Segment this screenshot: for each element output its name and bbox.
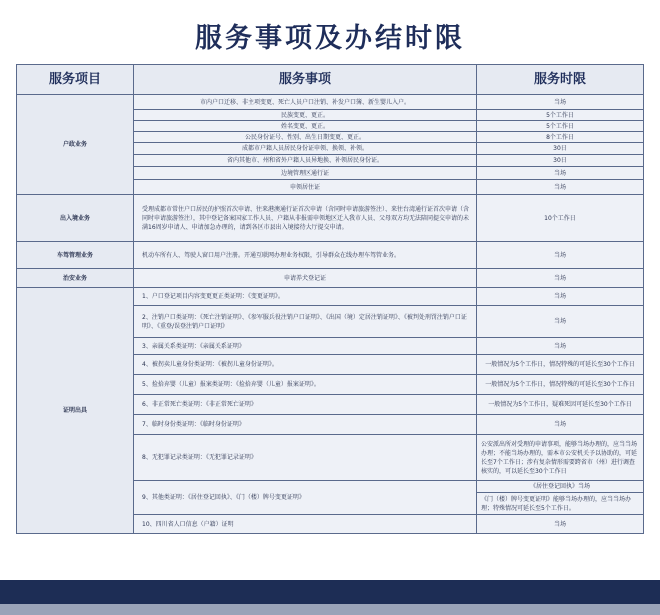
row-item: 3、亲属关系类证明：《亲属关系证明》 [134, 338, 477, 355]
row-item: 姓名变更、更正。 [134, 121, 477, 132]
header-category: 服务项目 [17, 65, 134, 95]
row-time: 当场 [477, 338, 644, 355]
row-item: 申请养犬登记证 [134, 269, 477, 288]
row-time: 当场 [477, 306, 644, 338]
table-row [17, 95, 644, 110]
row-item: 成都市户籍人员居民身份证申领、换领、补领。 [134, 143, 477, 155]
table-row [17, 269, 644, 288]
table-row [17, 242, 644, 269]
footer-strip [0, 604, 660, 615]
row-item: 市内户口迁移、非主项变更、死亡人员户口注销、补发户口簿、新生婴儿入户。 [134, 95, 477, 110]
table-row [17, 288, 644, 306]
row-time: 当场 [477, 415, 644, 435]
row-item: 7、临时身份类证明：《临时身份证明》 [134, 415, 477, 435]
row-item: 公民身份证号、性别、出生日期变更、更正。 [134, 132, 477, 143]
row-item: 机动车所有人、驾驶人窗口用户注册。开通互联网办理业务权限，引导群众在线办理车驾管业务。 [134, 242, 477, 269]
category-huzheng: 户政业务 [17, 95, 134, 195]
row-item: 边境管理区通行证 [134, 167, 477, 180]
row-time: 当场 [477, 242, 644, 269]
row-time: 当场 [477, 167, 644, 180]
row-item: 民族变更、更正。 [134, 110, 477, 121]
row-time: 当场 [477, 95, 644, 110]
row-time: 当场 [477, 180, 644, 195]
row-item: 受理成都市常住户口居民的护照首次申请、往来港澳通行证首次申请（含同时申请旅游签注）、来往台湾通行证首次申请（含同时申请旅游签注），其中登记备案国家工作人员、户籍从非报需申领地区迁入我市人员、父母双方均无法陪同提交申请的未满16周岁申请人、申请加急办理的，请到各区市县出入境接待大厅提交申请。 [134, 195, 477, 242]
row-item: 省内其他市、州和省外户籍人员异地换、补领居民身份证。 [134, 155, 477, 167]
category-chejia: 车驾管理业务 [17, 242, 134, 269]
row-time: 5个工作日 [477, 121, 644, 132]
row-time: 30日 [477, 143, 644, 155]
row-time: 30日 [477, 155, 644, 167]
row-item: 10、四川省人口信息（户籍）证明 [134, 515, 477, 534]
row-item: 8、无犯罪记录类证明：《无犯罪记录证明》 [134, 435, 477, 481]
row-time: 5个工作日 [477, 110, 644, 121]
category-churujing: 出入境业务 [17, 195, 134, 242]
row-item: 9、其他类证明：《居住登记回执》、《门（楼）牌号变更证明》 [134, 481, 477, 515]
row-item: 1、户口登记项目内容变更更正类证明：《变更证明》。 [134, 288, 477, 306]
row-time: 当场 [477, 288, 644, 306]
table-row [17, 195, 644, 242]
row-time: 当场 [477, 515, 644, 534]
row-time: 一般情况为5个工作日，情况特殊的可延长至30个工作日 [477, 355, 644, 375]
category-zhengming: 证明出具 [17, 288, 134, 534]
header-item: 服务事项 [134, 65, 477, 95]
row-item: 4、被拐卖儿童身份类证明：《被拐儿童身份证明》。 [134, 355, 477, 375]
row-item: 5、捡拾弃婴（儿童）报案类证明：《捡拾弃婴（儿童）报案证明》。 [134, 375, 477, 395]
row-time: 当场 [477, 269, 644, 288]
row-time: 《居住登记回执》当场 [477, 481, 644, 493]
service-table [16, 64, 644, 534]
row-time: 一般情况为5个工作日，疑难死因可延长至30个工作日 [477, 395, 644, 415]
row-time: 一般情况为5个工作日，情况特殊的可延长至30个工作日 [477, 375, 644, 395]
table-header-row [17, 65, 644, 95]
footer-band [0, 580, 660, 604]
page-title: 服务事项及办结时限 [195, 23, 465, 54]
row-time: 10个工作日 [477, 195, 644, 242]
category-zhian: 治安业务 [17, 269, 134, 288]
row-time: 8个工作日 [477, 132, 644, 143]
row-time: 《门（楼）牌号变更证明》能够当场办理的，应当当场办理；特殊情况可延长至5个工作日。 [477, 493, 644, 515]
row-item: 2、注销户口类证明：《死亡注销证明》、《参军服兵役注销户口证明》、《出国（境）定居注销证明》、《被判处刑罚注销户口证明》、《重登/误登注销户口证明》 [134, 306, 477, 338]
row-item: 6、非正常死亡类证明：《非正常死亡证明》 [134, 395, 477, 415]
header-time: 服务时限 [477, 65, 644, 95]
row-time: 公安派出所对受理的申请事项，能够当场办理的，应当当场办理；不能当场办理的，需本市公安机关予以协助的，可延长至7个工作日；涉有复杂情形需要跨省市（州）进行调查核实的，可以延长至30个工作日 [477, 435, 644, 481]
row-item: 申领居住证 [134, 180, 477, 195]
